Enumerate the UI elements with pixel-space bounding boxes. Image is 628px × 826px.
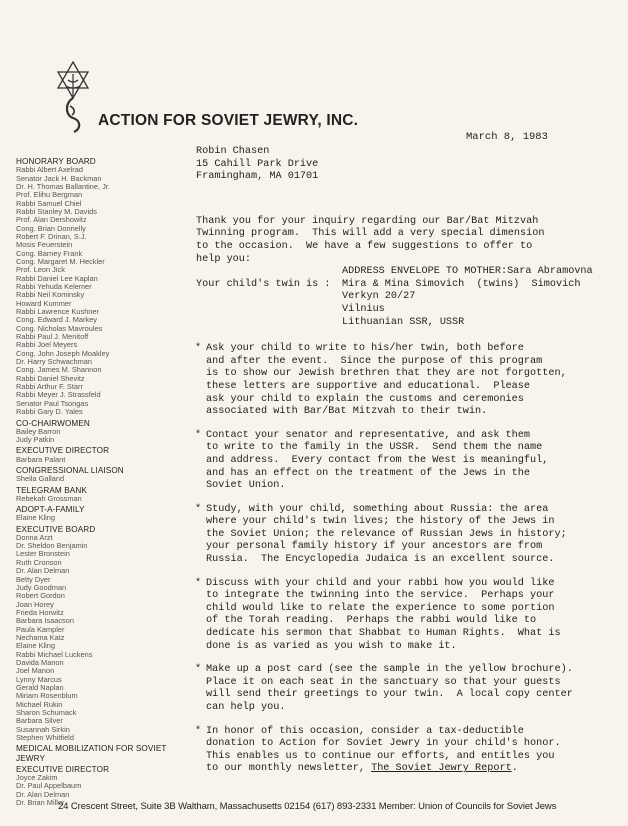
bullet-marker: * — [195, 503, 202, 515]
donation-text — [206, 726, 624, 764]
suggestion-line: your personal family history if your ancestors are from — [206, 541, 543, 553]
sidebar-name: Dr. Alan Delman — [16, 566, 70, 576]
suggestion-line: Russia. The Encyclopedia Judaica is an excellent source. — [206, 554, 555, 566]
sidebar-name: Cong. Edward J. Markey — [16, 315, 97, 325]
sidebar-name: Judy Goodman — [16, 582, 67, 592]
sidebar-section — [16, 157, 186, 417]
sidebar-name: Rabbi Paul J. Menitoff — [16, 332, 89, 342]
bullet-marker: * — [195, 577, 202, 589]
sidebar-name: Rabbi Joel Meyers — [16, 340, 78, 350]
sidebar-name: Senator Jack H. Backman — [16, 173, 102, 183]
sidebar-name: Rabbi Arthur F. Starr — [16, 382, 83, 392]
sidebar-name: Gerald Naplan — [16, 682, 64, 692]
sidebar-name: Dr. Harry Schwachman — [16, 357, 92, 367]
sidebar-section — [16, 446, 186, 464]
star-of-david-logo-icon — [54, 60, 92, 134]
sidebar-name: Joan Horey — [16, 599, 54, 609]
suggestion-line: Study, with your child, something about Russia: the area — [206, 503, 549, 515]
intro-line: Twinning program. This will add a very special dimension — [196, 228, 545, 240]
donation-line: This enables us to continue our efforts, and entitles you — [206, 750, 555, 762]
suggestion-line: to integrate the twinning into the service. Perhaps your — [206, 590, 555, 602]
sidebar-section — [16, 505, 186, 523]
sidebar-name: Judy Patkin — [16, 435, 55, 445]
suggestion-line: child would like to relate the experience to some portion — [206, 602, 555, 614]
letter-date: March 8, 1983 — [466, 131, 548, 143]
sidebar-name: Cong. Brian Donnelly — [16, 223, 86, 233]
sidebar-heading: CO-CHAIRWOMEN — [16, 418, 90, 428]
donation-bullet — [196, 726, 624, 776]
sidebar-name: Cong. James M. Shannon — [16, 365, 102, 375]
sidebar-name: Rabbi Stanley M. Davids — [16, 206, 97, 216]
suggestion-line: dedicate his sermon that Shabbat to Human Rights. What is — [206, 628, 561, 640]
sidebar-name: Nechama Katz — [16, 632, 65, 642]
address-line: 15 Cahill Park Drive — [196, 158, 319, 170]
sidebar-name: Rabbi Albert Axelrad — [16, 165, 83, 175]
suggestion-line: Make up a post card (see the sample in the yellow brochure). — [206, 664, 573, 676]
sidebar-name: Cong. Nicholas Mavroules — [16, 323, 103, 333]
suggestion-line: and after the event. Since the purpose of this program — [206, 355, 543, 367]
suggestion-line: of the Torah reading. Perhaps the rabbi would like to — [206, 615, 537, 627]
suggestion-line: Soviet Union. — [206, 480, 286, 492]
sidebar-name: Miriam Rosenblum — [16, 691, 78, 701]
sidebar-name: Joel Manon — [16, 666, 55, 676]
suggestion-line: where your child's twin lives; the history of the Jews in — [206, 516, 555, 528]
sidebar-name: Barbara Palant — [16, 454, 66, 464]
address-line: Robin Chasen — [196, 146, 270, 157]
sidebar-heading: CONGRESSIONAL LIAISON — [16, 465, 124, 475]
sidebar-name: Davida Manon — [16, 657, 64, 667]
sidebar-name: Paula Kampler — [16, 624, 65, 634]
sidebar-heading: EXECUTIVE BOARD — [16, 524, 96, 534]
suggestion-line: Contact your senator and representative, and ask them — [206, 429, 531, 441]
sidebar-heading: ADOPT-A-FAMILY — [16, 505, 85, 515]
sidebar-name: Howard Kummer — [16, 298, 72, 308]
sidebar-name: Robert F. Drinan, S.J. — [16, 231, 87, 241]
sidebar-name: Michael Rukin — [16, 699, 63, 709]
sidebar-name: Dr. Paul Appelbaum — [16, 781, 82, 791]
twin-address-block — [196, 266, 624, 332]
sidebar-name: Rabbi Samuel Chiel — [16, 198, 82, 208]
sidebar-name: Rabbi Daniel Lee Kaplan — [16, 273, 98, 283]
donation-line: donation to Action for Soviet Jewry in your child's honor. — [206, 738, 561, 750]
organization-name: ACTION FOR SOVIET JEWRY, INC. — [98, 112, 359, 129]
twin-address-line: Lithuanian SSR, USSR — [342, 316, 465, 328]
sidebar-section — [16, 486, 186, 504]
sidebar-name: Donna Arzt — [16, 532, 53, 542]
intro-line: help you: — [196, 253, 252, 265]
suggestion-line: is to show our Jewish brethren that they are not forgotten, — [206, 368, 567, 380]
twin-address-line: Verkyn 20/27 — [342, 291, 416, 303]
suggestion-line: ask your child to explain the customs and ceremonies — [206, 393, 524, 405]
sidebar-name: Lynny Marcus — [16, 674, 62, 684]
suggestion-item — [196, 578, 624, 654]
sidebar-name: Prof. Elihu Bergman — [16, 190, 83, 200]
sidebar-name: Sharon Schumack — [16, 708, 77, 718]
sidebar-name: Dr. Brian Miller — [16, 798, 65, 808]
newsletter-title: The Soviet Jewry Report — [371, 763, 512, 775]
suggestion-line: Discuss with your child and your rabbi how you would like — [206, 577, 555, 589]
suggestion-line: and has an effect on the treatment of the Jews in the — [206, 467, 531, 479]
sidebar-name: Barbara Silver — [16, 716, 63, 726]
suggestion-line: to write to the family in the USSR. Send them the name — [206, 442, 543, 454]
suggestion-item — [196, 504, 624, 567]
sidebar-name: Susannah Sirkin — [16, 724, 70, 734]
sidebar-name: Senator Paul Tsongas — [16, 398, 89, 408]
sidebar-name: Mosis Feuerstein — [16, 240, 73, 250]
suggestion-item — [196, 343, 624, 419]
donation-line: In honor of this occasion, consider a tax-deductible — [206, 725, 524, 737]
sidebar-name: Rabbi Daniel Shevitz — [16, 373, 85, 383]
suggestion-line: done is as varied as you wish to make it. — [206, 640, 457, 652]
sidebar-name: Bailey Barron — [16, 426, 61, 436]
suggestion-line: and address. Every contact from the West is meaningful, — [206, 454, 549, 466]
sidebar-heading: MEDICAL MOBILIZATION FOR SOVIET JEWRY — [16, 744, 167, 763]
intro-paragraph — [196, 216, 624, 266]
twin-address-lines — [342, 279, 580, 329]
sidebar-name: Dr. Sheldon Benjamin — [16, 541, 88, 551]
newsletter-prefix: to our monthly newsletter, — [206, 763, 372, 775]
suggestion-line: Place it on each seat in the sanctuary so that your guests — [206, 676, 561, 688]
bullet-marker: * — [195, 664, 202, 676]
sidebar-name: Stephen Whitfield — [16, 733, 74, 743]
sidebar-heading: EXECUTIVE DIRECTOR — [16, 764, 110, 774]
sidebar-name: Dr. H. Thomas Ballantine, Jr. — [16, 181, 110, 191]
sidebar-name: Cong. John Joseph Moakley — [16, 348, 110, 358]
sidebar-name: Prof. Alan Dershowitz — [16, 215, 87, 225]
sidebar-heading: HONORARY BOARD — [16, 157, 96, 166]
suggestion-line: these letters are supportive and educational. Please — [206, 380, 531, 392]
sidebar-name: Rabbi Michael Luckens — [16, 649, 93, 659]
sidebar-name: Cong. Margaret M. Heckler — [16, 256, 105, 266]
sidebar-name: Rabbi Neil Kominsky — [16, 290, 85, 300]
suggestion-line: the Soviet Union; the relevance of Russian Jews in history; — [206, 528, 567, 540]
sidebar-name: Rabbi Yehuda Kelemer — [16, 282, 92, 292]
suggestion-line: can help you. — [206, 702, 286, 713]
recipient-address — [196, 146, 624, 184]
sidebar-name: Rebekah Grossman — [16, 493, 82, 503]
sidebar-name: Rabbi Gary D. Yales — [16, 407, 83, 417]
suggestion-line: Ask your child to write to his/her twin, both before — [206, 343, 524, 355]
letterhead-footer: 24 Crescent Street, Suite 3B Waltham, Massachusetts 02154 (617) 893-2331 Member: Union of Councils for Soviet Jews — [58, 801, 557, 812]
intro-line: Thank you for your inquiry regarding our Bar/Bat Mitzvah — [196, 215, 539, 227]
sidebar-heading: TELEGRAM BANK — [16, 485, 87, 495]
newsletter-suffix: . — [511, 763, 518, 775]
sidebar-heading: EXECUTIVE DIRECTOR — [16, 446, 110, 456]
sidebar-name: Ruth Cronson — [16, 557, 62, 567]
intro-line: to the occasion. We have a few suggestions to offer to — [196, 240, 533, 252]
sidebar-name: Betty Dyer — [16, 574, 51, 584]
bullet-marker: * — [195, 725, 202, 737]
board-sidebar — [16, 155, 186, 807]
twin-address-line: Vilnius — [342, 303, 385, 315]
sidebar-section — [16, 419, 186, 445]
sidebar-name: Joyce Zakim — [16, 773, 58, 782]
suggestion-line: will send their greetings to your twin. A local copy center — [206, 689, 573, 701]
sidebar-name: Prof. Leon Jick — [16, 265, 65, 275]
bullet-marker: * — [195, 343, 202, 355]
sidebar-name: Barbara Isaacson — [16, 616, 74, 626]
sidebar-name: Elaine Kling — [16, 513, 56, 523]
sidebar-name: Dr. Alan Delman — [16, 789, 70, 799]
suggestion-item — [196, 664, 624, 714]
suggestion-line: associated with Bar/Bat Mitzvah to their twin. — [206, 406, 488, 418]
twin-address-line: Mira & Mina Simovich (twins) Simovich — [342, 278, 581, 290]
letter-body — [196, 146, 624, 776]
sidebar-name: Frieda Horwitz — [16, 607, 64, 617]
twin-label: Your child's twin is : — [196, 278, 331, 290]
sidebar-name: Elaine Kling — [16, 641, 56, 651]
suggestion-item — [196, 430, 624, 493]
sidebar-section — [16, 525, 186, 743]
sidebar-section — [16, 466, 186, 484]
sidebar-section — [16, 744, 186, 762]
sidebar-name: Robert Gordon — [16, 591, 65, 601]
bullet-marker: * — [195, 429, 202, 441]
sidebar-name: Lester Bronstein — [16, 549, 70, 559]
address-line: Framingham, MA 01701 — [196, 171, 319, 183]
newsletter-line — [206, 763, 624, 776]
envelope-heading: ADDRESS ENVELOPE TO MOTHER:Sara Abramovna — [342, 266, 593, 278]
sidebar-name: Rabbi Meyer J. Strassfeld — [16, 390, 101, 400]
sidebar-name: Cong. Barney Frank — [16, 248, 83, 258]
sidebar-name: Rabbi Lawrence Kushner — [16, 307, 99, 317]
suggestion-list — [196, 343, 624, 714]
sidebar-name: Sheila Galland — [16, 474, 65, 484]
